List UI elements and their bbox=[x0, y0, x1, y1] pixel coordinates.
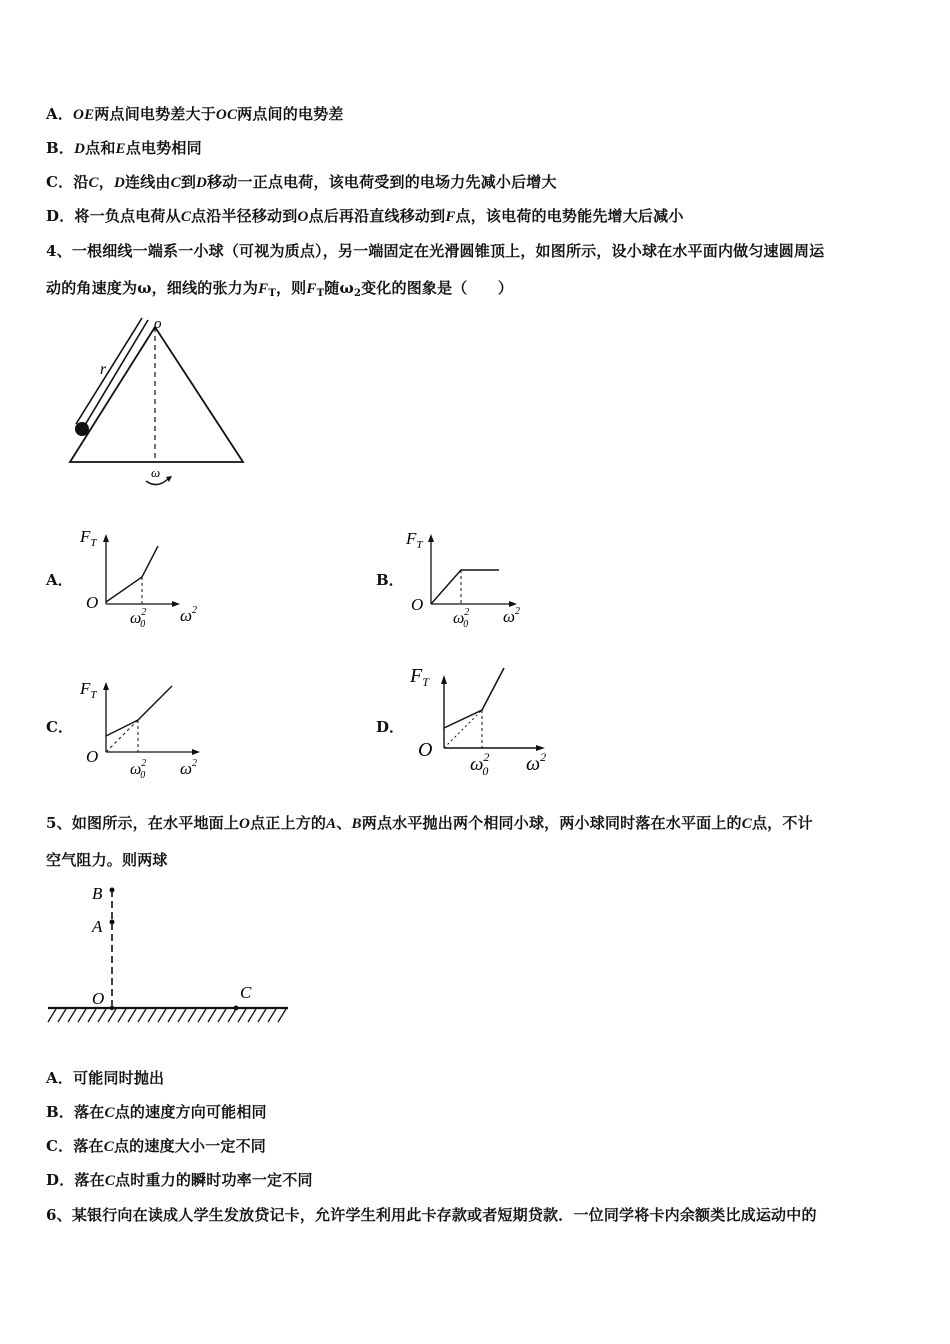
point-b bbox=[110, 888, 115, 893]
y-label: $F_T$ bbox=[406, 529, 423, 551]
q3-option-d: D．将一负点电荷从C点沿半径移动到O点后再沿直线移动到F点，该电荷的电势能先增大后减小 bbox=[46, 207, 684, 225]
tick-label: $\omega^2$ 0 bbox=[130, 758, 147, 781]
origin-label: O bbox=[411, 595, 424, 614]
point-a bbox=[110, 920, 115, 925]
curve bbox=[106, 686, 172, 736]
q4-option-c-label: C． bbox=[46, 718, 73, 736]
label-b: B bbox=[92, 884, 103, 903]
y-arrow-icon bbox=[103, 682, 109, 690]
x-label: $\omega^2$ bbox=[180, 758, 198, 778]
tick-label: $\omega^2$ 0 bbox=[453, 607, 470, 630]
origin-label: O bbox=[418, 739, 433, 761]
y-label: $F_T$ bbox=[80, 527, 97, 549]
curve bbox=[444, 668, 504, 728]
q3-option-c: C．沿C，D连线由C到D移动一正点电荷，该电荷受到的电场力先减小后增大 bbox=[46, 173, 557, 191]
graph-d bbox=[408, 660, 558, 785]
y-arrow-icon bbox=[428, 534, 434, 542]
curve bbox=[106, 546, 158, 602]
dashed-line bbox=[106, 720, 138, 752]
graph-a bbox=[76, 522, 206, 632]
string-line bbox=[82, 320, 148, 430]
q3-option-b: B．D点和E点电势相同 bbox=[46, 139, 202, 157]
string-label: r bbox=[100, 361, 107, 378]
y-arrow-icon bbox=[441, 675, 447, 684]
q4-stem-line2: 动的角速度为ω，细线的张力为$F_T$，则$F_T$随$\omega_2$变化的图象是（ ） bbox=[46, 279, 514, 299]
label-a: A bbox=[92, 917, 103, 936]
q4-stem-line1: 4、一根细线一端系一小球（可视为质点），另一端固定在光滑圆锥顶上，如图所示，设小球在水平面内做匀速圆周运 bbox=[46, 242, 825, 260]
omega-label: ω bbox=[151, 465, 161, 480]
label-c: C bbox=[240, 983, 252, 1002]
x-label: $\omega^2$ bbox=[503, 606, 521, 626]
q5-option-a: A．可能同时抛出 bbox=[46, 1069, 165, 1087]
tick-label: $\omega^2$ 0 bbox=[130, 607, 147, 630]
y-label: $F_T$ bbox=[410, 665, 429, 689]
x-arrow-icon bbox=[192, 749, 200, 755]
projectile-figure bbox=[44, 878, 294, 1028]
tick-label: $\omega^2$ 0 bbox=[470, 750, 490, 778]
apex-label: o bbox=[154, 316, 162, 332]
q6-stem-line1: 6、某银行向在读成人学生发放贷记卡，允许学生利用此卡存款或者短期贷款．一位同学将卡内余额类比成运动中的 bbox=[46, 1206, 817, 1224]
q4-option-b-label: B． bbox=[376, 571, 404, 589]
dotted-line bbox=[444, 710, 482, 748]
graph-b bbox=[403, 522, 533, 632]
ground-hatching bbox=[48, 1009, 286, 1022]
x-label: $\omega^2$ bbox=[180, 605, 198, 625]
curve bbox=[431, 570, 499, 604]
origin-label: O bbox=[86, 593, 99, 612]
origin-label: O bbox=[86, 747, 99, 766]
cone-outline bbox=[70, 327, 243, 462]
string-line-2 bbox=[76, 318, 142, 424]
q5-option-d: D．落在C点时重力的瞬时功率一定不同 bbox=[46, 1171, 313, 1189]
q5-option-c: C．落在C点的速度大小一定不同 bbox=[46, 1137, 266, 1155]
q4-option-a-label: A． bbox=[46, 571, 73, 589]
q4-option-d-label: D． bbox=[376, 718, 405, 736]
q3-option-a: A．OE两点间电势差大于OC两点间的电势差 bbox=[46, 105, 344, 123]
q5-option-b: B．落在C点的速度方向可能相同 bbox=[46, 1103, 267, 1121]
cone-figure bbox=[60, 312, 260, 492]
q5-stem-line1: 5、如图所示，在水平地面上O点正上方的A、B两点水平抛出两个相同小球，两小球同时落在水平面上的C点，不计 bbox=[46, 814, 813, 832]
q5-stem-line2: 空气阻力。则两球 bbox=[46, 851, 168, 869]
x-arrow-icon bbox=[172, 601, 180, 607]
graph-c bbox=[76, 672, 206, 784]
x-label: $\omega^2$ bbox=[526, 750, 547, 775]
y-arrow-icon bbox=[103, 534, 109, 542]
label-o: O bbox=[92, 989, 105, 1008]
y-label: $F_T$ bbox=[80, 679, 97, 701]
ball bbox=[75, 422, 89, 436]
